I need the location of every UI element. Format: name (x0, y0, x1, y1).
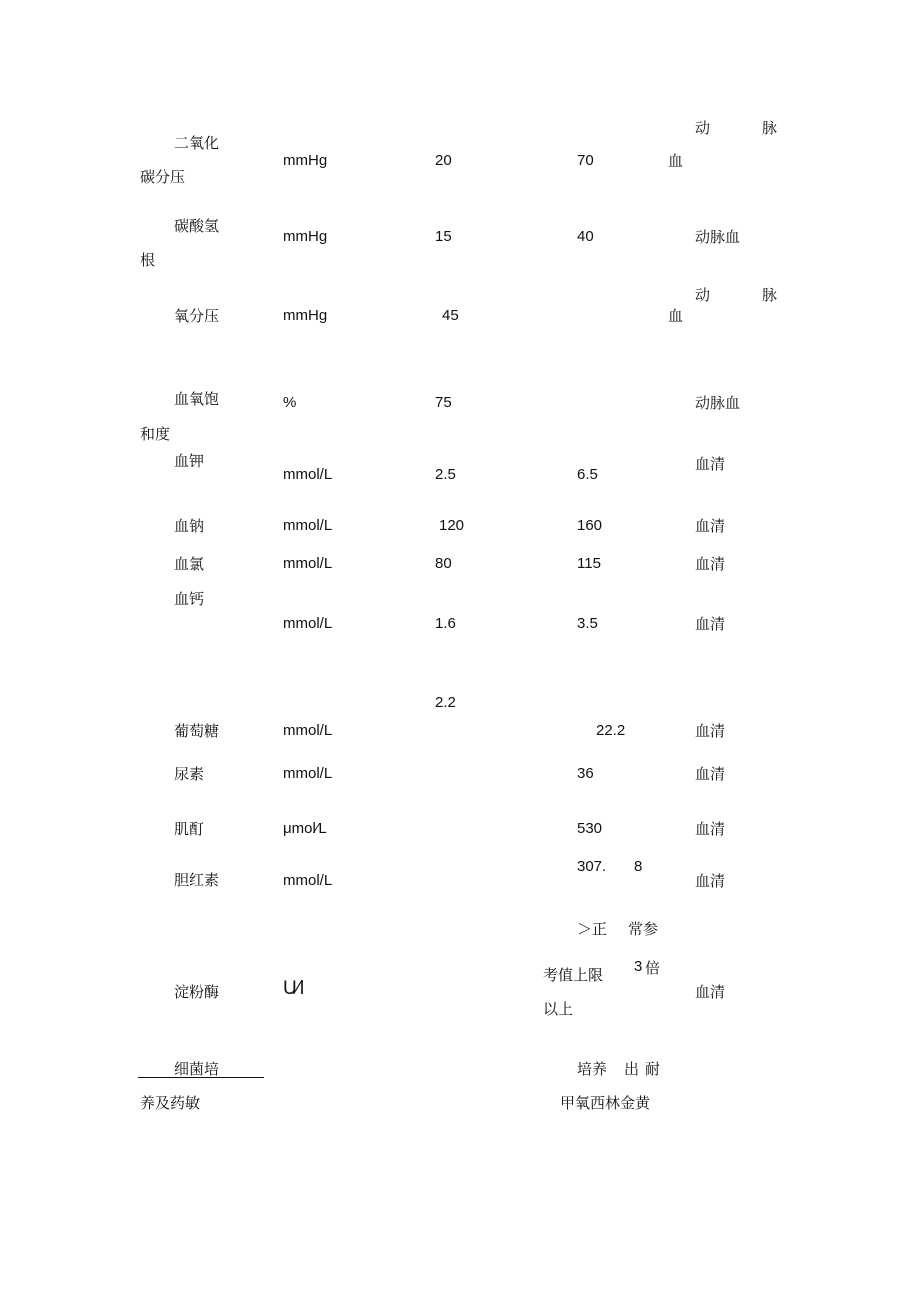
row-amy-high-line3: 以上 (543, 1000, 574, 1018)
row-culture-name-line2: 养及药敏 (140, 1094, 201, 1112)
row-ca-high: 3.5 (577, 615, 598, 632)
row-co2-name-line2: 碳分压 (140, 168, 186, 186)
row-cr-name: 肌酊 (174, 820, 205, 838)
row-co2-high: 70 (577, 152, 594, 169)
row-glu-low: 2.2 (435, 694, 456, 711)
row-po2-low: 45 (442, 307, 459, 324)
row-amy-high-line1b: 常参 (628, 920, 659, 938)
row-hco3-sample: 动脉血 (695, 228, 741, 246)
row-amy-high-times: 倍 (645, 959, 661, 977)
row-hco3-name-line1: 碳酸氢 (174, 217, 220, 235)
row-co2-low: 20 (435, 152, 452, 169)
row-na-low: 120 (439, 517, 465, 534)
row-k-unit: mmol/L (283, 466, 333, 483)
row-co2-sample-1: 动 (695, 119, 711, 137)
row-cr-unit: μmol⁄L (283, 820, 327, 837)
row-urea-high: 36 (577, 765, 594, 782)
row-ca-low: 1.6 (435, 615, 456, 632)
row-glu-sample: 血清 (695, 722, 726, 740)
row-culture-name-line1: 细菌培 (174, 1060, 220, 1078)
row-amy-high-line1a: ＞正 (577, 920, 608, 938)
row-amy-unit: U⁄l (283, 978, 305, 999)
row-bil-unit: mmol/L (283, 872, 333, 889)
row-amy-name: 淀粉酶 (174, 983, 220, 1001)
row-ca-unit: mmol/L (283, 615, 333, 632)
row-culture-result-4: 甲氧西林金黄 (560, 1094, 651, 1112)
row-spo2-low: 75 (435, 394, 452, 411)
row-culture-result-1: 培养 (577, 1060, 608, 1078)
row-glu-name: 葡萄糖 (174, 722, 220, 740)
row-po2-sample-1: 动 (695, 286, 711, 304)
row-cr-high: 530 (577, 820, 603, 837)
row-co2-name-line1: 二氧化 (174, 134, 220, 152)
row-culture-result-3: 耐 (645, 1060, 661, 1078)
row-cr-sample: 血清 (695, 820, 726, 838)
row-urea-name: 尿素 (174, 765, 205, 783)
row-hco3-unit: mmHg (283, 228, 328, 245)
row-na-name: 血钠 (174, 517, 205, 535)
row-amy-high-multiplier: 3 (634, 958, 643, 975)
row-cl-name: 血氯 (174, 555, 205, 573)
row-po2-sample-3: 血 (668, 307, 684, 325)
row-amy-high-line2: 考值上限 (543, 966, 604, 984)
row-cl-low: 80 (435, 555, 452, 572)
row-urea-sample: 血清 (695, 765, 726, 783)
row-na-unit: mmol/L (283, 517, 333, 534)
row-spo2-name-line2: 和度 (140, 425, 171, 443)
row-cl-unit: mmol/L (283, 555, 333, 572)
row-bil-high-part1: 307. (577, 858, 607, 875)
row-ca-name: 血钙 (174, 590, 205, 608)
row-k-sample: 血清 (695, 455, 726, 473)
row-culture-result-2: 出 (624, 1060, 640, 1078)
row-cl-sample: 血清 (695, 555, 726, 573)
row-hco3-name-line2: 根 (140, 251, 156, 269)
row-po2-name: 氧分压 (174, 307, 220, 325)
row-bil-sample: 血清 (695, 872, 726, 890)
row-k-high: 6.5 (577, 466, 598, 483)
row-glu-high: 22.2 (596, 722, 626, 739)
row-co2-unit: mmHg (283, 152, 328, 169)
row-cl-high: 115 (577, 555, 601, 572)
row-hco3-low: 15 (435, 228, 452, 245)
row-glu-unit: mmol/L (283, 722, 333, 739)
row-na-high: 160 (577, 517, 603, 534)
row-k-low: 2.5 (435, 466, 456, 483)
row-po2-unit: mmHg (283, 307, 328, 324)
row-hco3-high: 40 (577, 228, 594, 245)
row-po2-sample-2: 脉 (762, 286, 778, 304)
row-culture-underline (138, 1077, 264, 1078)
row-spo2-name-line1: 血氧饱 (174, 390, 220, 408)
row-co2-sample-3: 血 (668, 152, 684, 170)
row-bil-name: 胆红素 (174, 871, 220, 889)
row-spo2-unit: % (283, 394, 297, 411)
row-urea-unit: mmol/L (283, 765, 333, 782)
row-ca-sample: 血清 (695, 615, 726, 633)
row-na-sample: 血清 (695, 517, 726, 535)
row-amy-sample: 血清 (695, 983, 726, 1001)
row-co2-sample-2: 脉 (762, 119, 778, 137)
row-bil-high-part2: 8 (634, 858, 643, 875)
row-k-name: 血钾 (174, 452, 205, 470)
row-spo2-sample: 动脉血 (695, 394, 741, 412)
